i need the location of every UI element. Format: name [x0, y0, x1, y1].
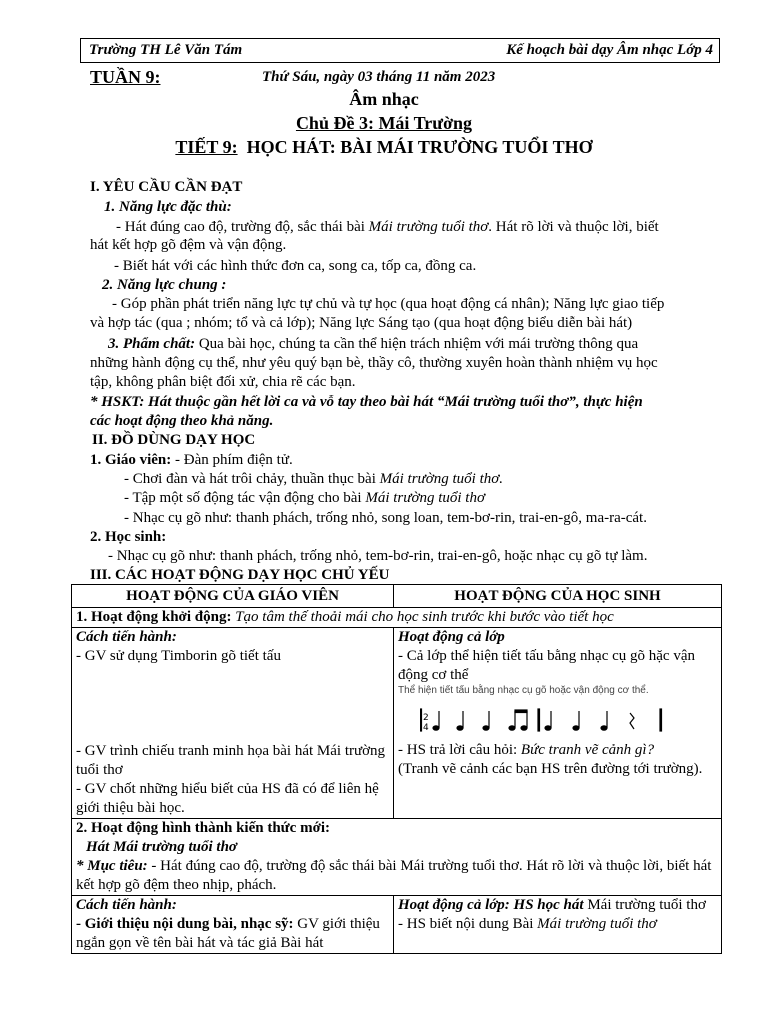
teacher-prep-line-4: - Nhạc cụ gõ như: thanh phách, trống nhỏ, song loan, tem-bơ-rin, trai-en-gô, ma-ra-cát. — [124, 510, 647, 526]
table-row — [72, 628, 722, 819]
quality-line-2: những hành động cụ thể, như yêu quý bạn bè, thầy cô, thường xuyên hoàn thành nhiệm vụ học — [90, 355, 658, 371]
week-label: TUẦN 9: — [90, 67, 161, 87]
activity-2-goal: * Mục tiêu: - Hát đúng cao độ, trường độ sắc thái bài Mái trường tuổi thơ. Hát rõ lời và thuộc lời, biết hát kết hợp gõ đệm theo nhịp, phách. — [76, 858, 712, 893]
activity-1-title: 1. Hoạt động khởi động: Tạo tâm thế thoải mái cho học sinh trước khi bước vào tiết học — [72, 608, 722, 628]
lesson-name: HỌC HÁT: BÀI MÁI TRƯỜNG TUỔI THƠ — [246, 137, 593, 157]
hskt-line-1: * HSKT: Hát thuộc gần hết lời ca và vỗ tay theo bài hát “Mái trường tuổi thơ”, thực hiện — [90, 394, 643, 410]
teacher-step-1: - GV sử dụng Timborin gõ tiết tấu — [76, 648, 281, 664]
rhythm-caption: Thể hiện tiết tấu bằng nhạc cụ gõ hoặc vận động cơ thể. — [398, 685, 649, 696]
student-step-4: - HS biết nội dung Bài Mái trường tuổi thơ — [398, 916, 657, 932]
teacher-step-2: - GV trình chiếu tranh minh họa bài hát Mái trường tuổi thơ — [76, 743, 386, 778]
competence-specific-label: 1. Năng lực đặc thù: — [104, 199, 232, 215]
competence-general-label: 2. Năng lực chung : — [102, 277, 227, 293]
teacher-column-header: HOẠT ĐỘNG CỦA GIÁO VIÊN — [72, 585, 394, 608]
teacher-step-3: - GV chốt những hiểu biết của HS đã có để liên hệ giới thiệu bài học. — [76, 781, 379, 816]
table-header-row — [72, 585, 722, 608]
teacher-prep-line-1: 1. Giáo viên: - Đàn phím điện tử. — [90, 452, 293, 468]
hskt-line-2: các hoạt động theo khả năng. — [90, 413, 274, 429]
student-step-2-answer: (Tranh vẽ cảnh các bạn HS trên đường tới trường). — [398, 761, 703, 777]
table-row — [72, 819, 722, 896]
school-name: Trường TH Lê Văn Tám — [89, 42, 243, 58]
student-mode-label: Hoạt động cả lớp — [398, 629, 505, 645]
date-line: Thứ Sáu, ngày 03 tháng 11 năm 2023 — [262, 69, 496, 85]
teacher-prep-line-2: - Chơi đàn và hát trôi chảy, thuần thục bài Mái trường tuổi thơ. — [124, 471, 504, 487]
rhythm-notation — [420, 703, 700, 737]
student-activity-2 — [394, 896, 722, 954]
student-step-1: - Cả lớp thể hiện tiết tấu bằng nhạc cụ gõ hặc vận động cơ thể — [398, 648, 695, 683]
student-column-header: HOẠT ĐỘNG CỦA HỌC SINH — [394, 585, 722, 608]
activity-2-subtitle: Hát Mái trường tuổi thơ — [86, 839, 237, 855]
lesson-label: TIẾT 9: — [175, 137, 238, 157]
competence-general-line-2: và hợp tác (qua ; nhóm; tổ và cả lớp); Năng lực Sáng tạo (qua hoạt động biểu diễn bài hát) — [90, 315, 633, 331]
table-row — [72, 608, 722, 628]
competence-general-line-1: - Góp phần phát triển năng lực tự chủ và tự học (qua hoạt động cá nhân); Năng lực giao tiếp — [112, 296, 665, 312]
student-activity-1 — [394, 628, 722, 819]
svg-text:2: 2 — [423, 713, 429, 723]
competence-specific-line-3: - Biết hát với các hình thức đơn ca, song ca, tốp ca, đồng ca. — [114, 258, 477, 274]
section-3-heading: III. CÁC HOẠT ĐỘNG DẠY HỌC CHỦ YẾU — [90, 567, 390, 583]
table-row — [72, 896, 722, 954]
plan-title: Kế hoạch bài dạy Âm nhạc Lớp 4 — [506, 42, 713, 58]
section-2-heading: II. ĐỒ DÙNG DẠY HỌC — [92, 432, 256, 448]
quality-line-3: tập, không phân biệt đối xử, chia rẽ các bạn. — [90, 374, 356, 390]
student-prep-label: 2. Học sinh: — [90, 529, 167, 545]
activity-2-block — [72, 819, 722, 896]
student-prep-line-1: - Nhạc cụ gõ như: thanh phách, trống nhỏ, tem-bơ-rin, trai-en-gô, hoặc nhạc cụ gõ tự làm. — [108, 548, 648, 564]
method-label: Cách tiến hành: — [76, 629, 177, 645]
teacher-activity-1 — [72, 628, 394, 819]
rhythm-image — [398, 685, 717, 741]
page-header — [80, 38, 720, 63]
topic: Chủ Đề 3: Mái Trường — [295, 113, 473, 133]
method-label-2: Cách tiến hành: — [76, 897, 177, 913]
svg-text:4: 4 — [423, 723, 429, 733]
competence-specific-line-1: - Hát đúng cao độ, trường độ, sắc thái bài Mái trường tuổi thơ. Hát rõ lời và thuộc lời, biết — [116, 219, 659, 235]
competence-specific-line-2: hát kết hợp gõ đệm và vận động. — [90, 237, 287, 253]
teacher-activity-2 — [72, 896, 394, 954]
activities-table — [71, 584, 722, 954]
section-1-heading: I. YÊU CẦU CẦN ĐẠT — [90, 179, 243, 195]
teacher-step-4: - Giới thiệu nội dung bài, nhạc sỹ: GV giới thiệu ngắn gọn về tên bài hát và tác giả Bài hát — [76, 916, 380, 951]
quality-line-1: 3. Phẩm chất: Qua bài học, chúng ta cần thể hiện trách nhiệm với mái trường thông qua — [108, 336, 639, 352]
student-step-3: Hoạt động cả lớp: HS học hát Mái trường tuổi thơ — [398, 897, 706, 913]
student-step-2: - HS trả lời câu hỏi: Bức tranh vẽ cảnh gì? — [398, 742, 655, 758]
activity-2-title: 2. Hoạt động hình thành kiến thức mới: — [76, 820, 331, 836]
teacher-prep-line-3: - Tập một số động tác vận động cho bài Mái trường tuổi thơ — [124, 490, 485, 506]
subject: Âm nhạc — [349, 89, 419, 109]
lesson-title — [0, 138, 768, 156]
